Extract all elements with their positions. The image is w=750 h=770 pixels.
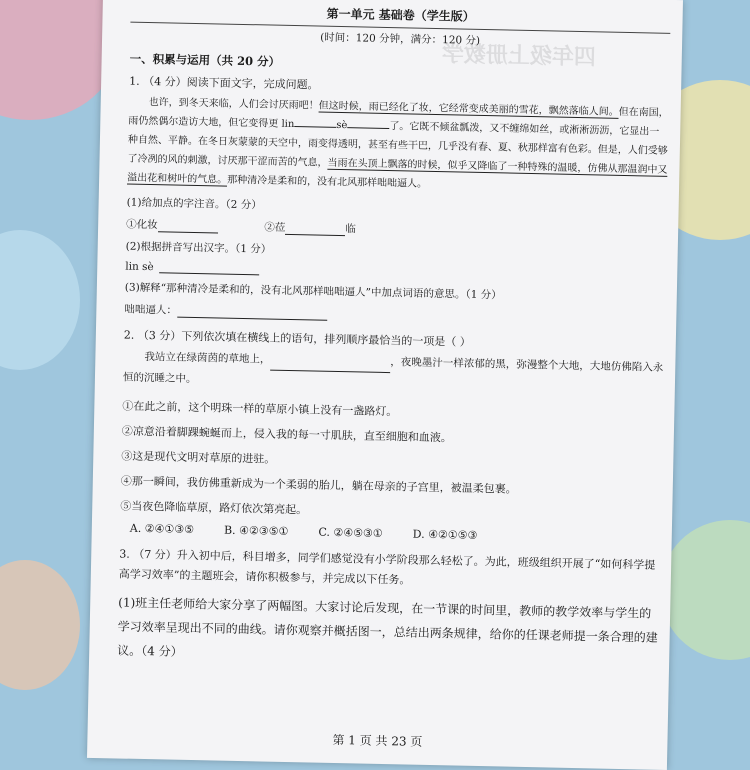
passage-text: 那种清冷是柔和的，没有北风那样咄咄逼人。 (227, 174, 428, 190)
pinyin-blank[interactable] (294, 126, 336, 128)
answer-blank[interactable] (160, 272, 260, 275)
passage-underlined: 当雨在头顶上飘落的时候，似乎又降临了一种特殊的温暖，仿佛从那温润中又溢出花和树叶的气息。 (127, 157, 668, 186)
option-item: ④那一瞬间，我仿佛重新成为一个柔弱的胎儿，躺在母亲的子宫里，被温柔包裹。 (120, 474, 517, 496)
answer-label: ①化妆 (126, 218, 158, 232)
sub-question-answers (126, 217, 666, 243)
page-footer: 第 1 页 共 23 页 (332, 732, 423, 749)
choice-b[interactable]: B. ④②③⑤① (223, 523, 289, 539)
question-2-passage (123, 347, 664, 400)
answer-label: ②莅 (264, 221, 286, 234)
background-blob (660, 520, 750, 660)
exam-info: (时间：120 分钟，满分：120 分) (320, 31, 481, 47)
background-blob (0, 230, 80, 370)
answer-label: 临 (345, 223, 356, 236)
page-title: 第一单元 基础卷（学生版） (326, 6, 475, 24)
choice-d[interactable]: D. ④②①⑤③ (412, 527, 478, 542)
paper-content (117, 0, 671, 674)
sub-question: (3)解释“那种清冷是柔和的，没有北风那样咄咄逼人”中加点词语的意思。（1 分） (124, 281, 502, 302)
answer-blank[interactable] (285, 234, 345, 236)
sub-question: (1)班主任老师给大家分享了两幅图。大家讨论后发现，在一节课的时间里，教师的教学效率与学生的学习效率呈现出不同的曲线。请你观察并概括图一，总结出两条规律，给你的任课老师提一条合理的建议。（4 分） (117, 595, 658, 659)
passage-underlined: 但这时候，雨已经化了妆，它经常变成美丽的雪花，飘然落临人间。 (318, 100, 619, 118)
choice-c[interactable]: C. ②④⑤③① (318, 525, 383, 540)
passage-text: 也许，到冬天来临，人们会讨厌雨吧！ (148, 96, 319, 112)
passage-text: 我站立在绿茵茵的草地上， (144, 350, 271, 366)
answer-blank[interactable] (177, 317, 327, 321)
pinyin-label: lin sè (125, 260, 154, 274)
option-item: ⑤当夜色降临草原，路灯依次第亮起。 (120, 499, 308, 517)
passage-text: ，夜晚墨汁一样浓郁的黑，弥漫整个大地，大地仿佛陷入永恒的沉睡之中。 (122, 356, 664, 386)
answer-blank[interactable] (158, 231, 218, 233)
sub-question-answers (124, 302, 664, 328)
option-item: ③这是现代文明对草原的进驻。 (121, 449, 276, 466)
passage-text: 但在南国，雨仍然偶尔造访大地，但它变得更 lin (128, 106, 669, 131)
question-1-stem: 1. （4 分）阅读下面文字，完成问题。 (129, 74, 319, 92)
passage-text: 了。它既不倾盆瓢泼，又不缠绵如丝，或淅淅沥沥，它显出一种自然、平静。在冬日灰蒙蒙的天空中，雨变得透明，甚至有些干巴，几乎没有春、夏、秋那样富有色彩。但是，人们受够了冷冽的风的刺激，讨厌那干涩而苦的气息， (127, 121, 668, 169)
answer-label: 咄咄逼人： (124, 303, 178, 317)
question-2-stem: 2. （3 分）下列依次填在横线上的语句，排列顺序最恰当的一项是（ ） (123, 328, 471, 349)
question-3-stem: 3. （7 分）升入初中后，科目增多，同学们感觉没有小学阶段那么轻松了。为此，班级组织开展了“如何科学提高学习效率”的主题班会，请你积极参与，并完成以下任务。 (118, 547, 656, 587)
answer-blank[interactable] (270, 370, 390, 374)
background-blob (0, 560, 80, 690)
choice-a[interactable]: A. ②④①③⑤ (129, 521, 195, 537)
pinyin-blank[interactable] (347, 127, 389, 129)
passage-pinyin: sè (336, 119, 348, 132)
section-heading: 一、积累与运用（共 20 分） (129, 51, 281, 69)
choice-row (120, 521, 660, 545)
sub-question: (1)给加点的字注音。（2 分） (126, 196, 262, 212)
option-item: ①在此之前，这个明珠一样的草原小镇上没有一盏路灯。 (122, 399, 398, 419)
sub-question: (2)根据拼音写出汉字。（1 分） (125, 240, 272, 256)
question-1-passage (127, 93, 669, 199)
exam-paper (87, 0, 683, 770)
bleed-through-text: 四年级上册数学 (441, 42, 597, 71)
option-item: ②凉意沿着脚踝蜿蜒而上，侵入我的每一寸肌肤，直至细胞和血液。 (121, 424, 452, 445)
